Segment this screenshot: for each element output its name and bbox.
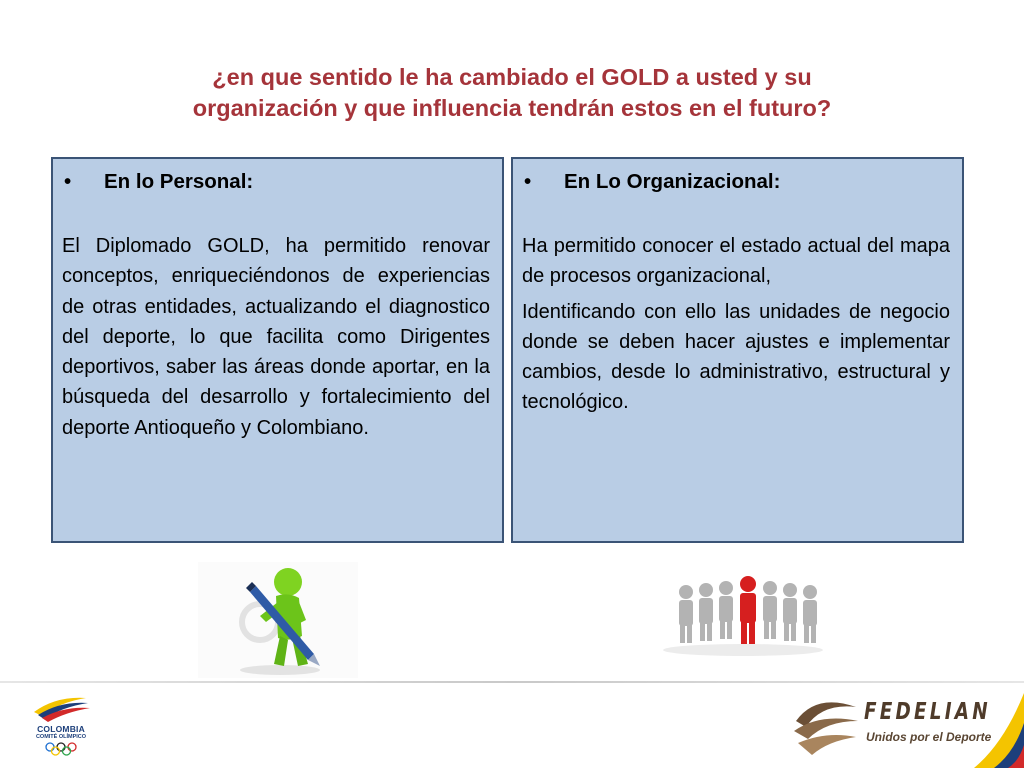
organizational-panel [511, 157, 964, 543]
title-line-2: organización y que influencia tendrán estos en el futuro? [192, 95, 832, 121]
personal-paragraph: El Diplomado GOLD, ha permitido renovar conceptos, enriqueciéndonos de experiencias de otras entidades, actualizando el diagnostico del deporte, lo que facilita como Dirigentes deportivos, saber las áreas donde aportar, en la búsqueda del desarrollo y fortalecimiento del deporte Antioqueño y Colombiano. [62, 235, 490, 439]
fedelian-swoosh-icon [786, 687, 866, 767]
fedelian-name: FEDELIAN [864, 699, 991, 725]
organizational-paragraph-1: Ha permitido conocer el estado actual del mapa de procesos organizacional, [522, 235, 950, 288]
title-line-1: ¿en que sentido le ha cambiado el GOLD a usted y su [212, 64, 812, 90]
slide-title [90, 62, 934, 124]
team-leader-figures-icon [658, 570, 828, 660]
organizational-paragraph-2: Identificando con ello las unidades de negocio donde se deben hacer ajustes e implementar cambios, desde lo administrativo, estructural y tecnológico. [522, 300, 950, 414]
personal-panel [51, 157, 504, 543]
organizational-heading-row [522, 169, 950, 195]
coc-subtitle: COMITÉ OLÍMPICO [35, 734, 87, 740]
coc-name: COLOMBIA [37, 724, 85, 734]
bullet-icon: • [64, 170, 72, 193]
fedelian-logo [786, 683, 1024, 768]
personal-heading-row [62, 169, 490, 195]
corner-flag-ribbon-icon [964, 683, 1024, 768]
fedelian-tagline: Unidos por el Deporte [866, 730, 992, 744]
green-figure-with-pen-icon [198, 562, 358, 678]
personal-heading: En lo Personal: [104, 170, 254, 193]
organizational-heading: En Lo Organizacional: [564, 170, 781, 193]
colombia-olympic-committee-logo [26, 692, 96, 758]
bullet-icon: • [524, 170, 532, 193]
olympic-rings-icon [44, 742, 78, 756]
